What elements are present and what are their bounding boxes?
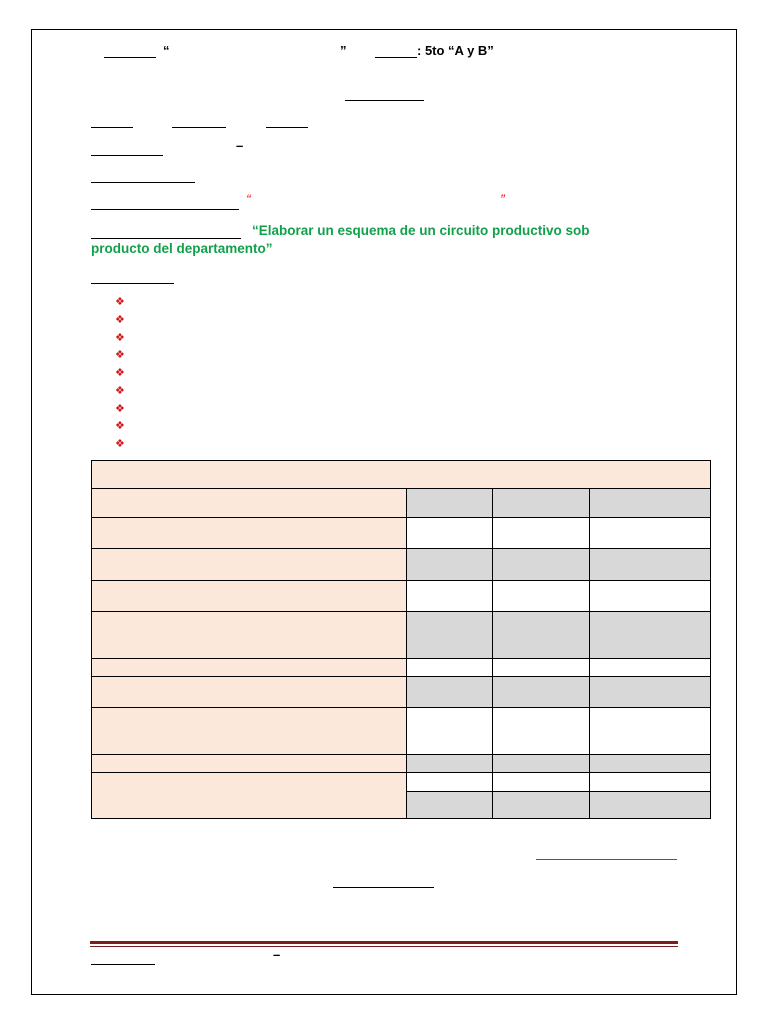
table-cell [92, 677, 407, 708]
bullet-icon: ❖ [115, 314, 125, 326]
header-underline-1 [104, 57, 156, 58]
table-cell [493, 581, 590, 612]
table-cell [92, 489, 407, 518]
table-cell [407, 677, 493, 708]
bullet-icon: ❖ [115, 403, 125, 415]
table-cell [92, 549, 407, 581]
product-text: “Elaborar un esquema de un circuito productivo sob producto del departamento” [91, 223, 590, 256]
footer-band-thin [90, 946, 678, 947]
red-underline [536, 859, 677, 860]
bullet-icon: ❖ [115, 385, 125, 397]
bullet-icon: ❖ [115, 332, 125, 344]
table-cell [493, 489, 590, 518]
footer-underline [91, 964, 155, 965]
bullet-icon: ❖ [115, 438, 125, 450]
table-cell [407, 792, 493, 819]
table-cell [493, 677, 590, 708]
table-row [92, 755, 711, 773]
footer-band-thick [90, 941, 678, 944]
table-cell [407, 549, 493, 581]
table-cell [92, 659, 407, 677]
table-cell [92, 581, 407, 612]
bullet-icon: ❖ [115, 296, 125, 308]
table-cell [493, 659, 590, 677]
table-cell [493, 612, 590, 659]
table-cell [590, 659, 711, 677]
table-cell [92, 755, 407, 773]
competency-close-quote: ” [500, 191, 505, 207]
table-cell [590, 677, 711, 708]
rubric-table [91, 460, 711, 819]
table-cell [407, 518, 493, 549]
table-cell [493, 792, 590, 819]
info-underline-2 [172, 127, 226, 128]
table-cell [407, 581, 493, 612]
table-row [92, 612, 711, 659]
teacher-underline [91, 155, 163, 156]
table-cell [590, 489, 711, 518]
competency-open-quote: “ [246, 191, 251, 207]
competency-underline [91, 209, 239, 210]
table-cell [493, 549, 590, 581]
table-cell [493, 708, 590, 755]
header-underline-2 [375, 57, 417, 58]
bullet-icon: ❖ [115, 367, 125, 379]
table-cell [590, 773, 711, 792]
table-row [92, 659, 711, 677]
table-cell [493, 518, 590, 549]
table-row [92, 518, 711, 549]
table-cell [590, 708, 711, 755]
signature-underline [333, 887, 434, 888]
table-row [92, 489, 711, 518]
table-row [92, 773, 711, 792]
table-row [92, 549, 711, 581]
table-cell [407, 708, 493, 755]
table-cell [92, 708, 407, 755]
table-row [92, 677, 711, 708]
table-cell [407, 659, 493, 677]
indicators-underline [91, 283, 174, 284]
bullet-icon: ❖ [115, 420, 125, 432]
table-cell [493, 755, 590, 773]
table-cell [590, 549, 711, 581]
title-underline [345, 100, 424, 101]
footer-dash: – [273, 947, 281, 962]
table-cell [590, 612, 711, 659]
info-underline-1 [91, 127, 133, 128]
table-cell [92, 773, 407, 819]
table-cell [407, 773, 493, 792]
rubric-header-row [92, 461, 711, 489]
header-open-quote: “ [163, 43, 170, 58]
table-cell [407, 755, 493, 773]
table-cell [493, 773, 590, 792]
grade-label: : 5to “A y B” [417, 43, 494, 58]
bullet-icon: ❖ [115, 349, 125, 361]
table-row [92, 581, 711, 612]
table-cell [590, 518, 711, 549]
header-close-quote: ” [340, 43, 347, 58]
table-cell [590, 755, 711, 773]
table-cell [407, 489, 493, 518]
dash-separator: – [236, 138, 244, 153]
info-underline-3 [266, 127, 308, 128]
table-cell [92, 612, 407, 659]
table-cell [590, 792, 711, 819]
area-underline [91, 182, 195, 183]
table-cell [407, 612, 493, 659]
table-row [92, 708, 711, 755]
table-cell [590, 581, 711, 612]
table-cell [92, 518, 407, 549]
